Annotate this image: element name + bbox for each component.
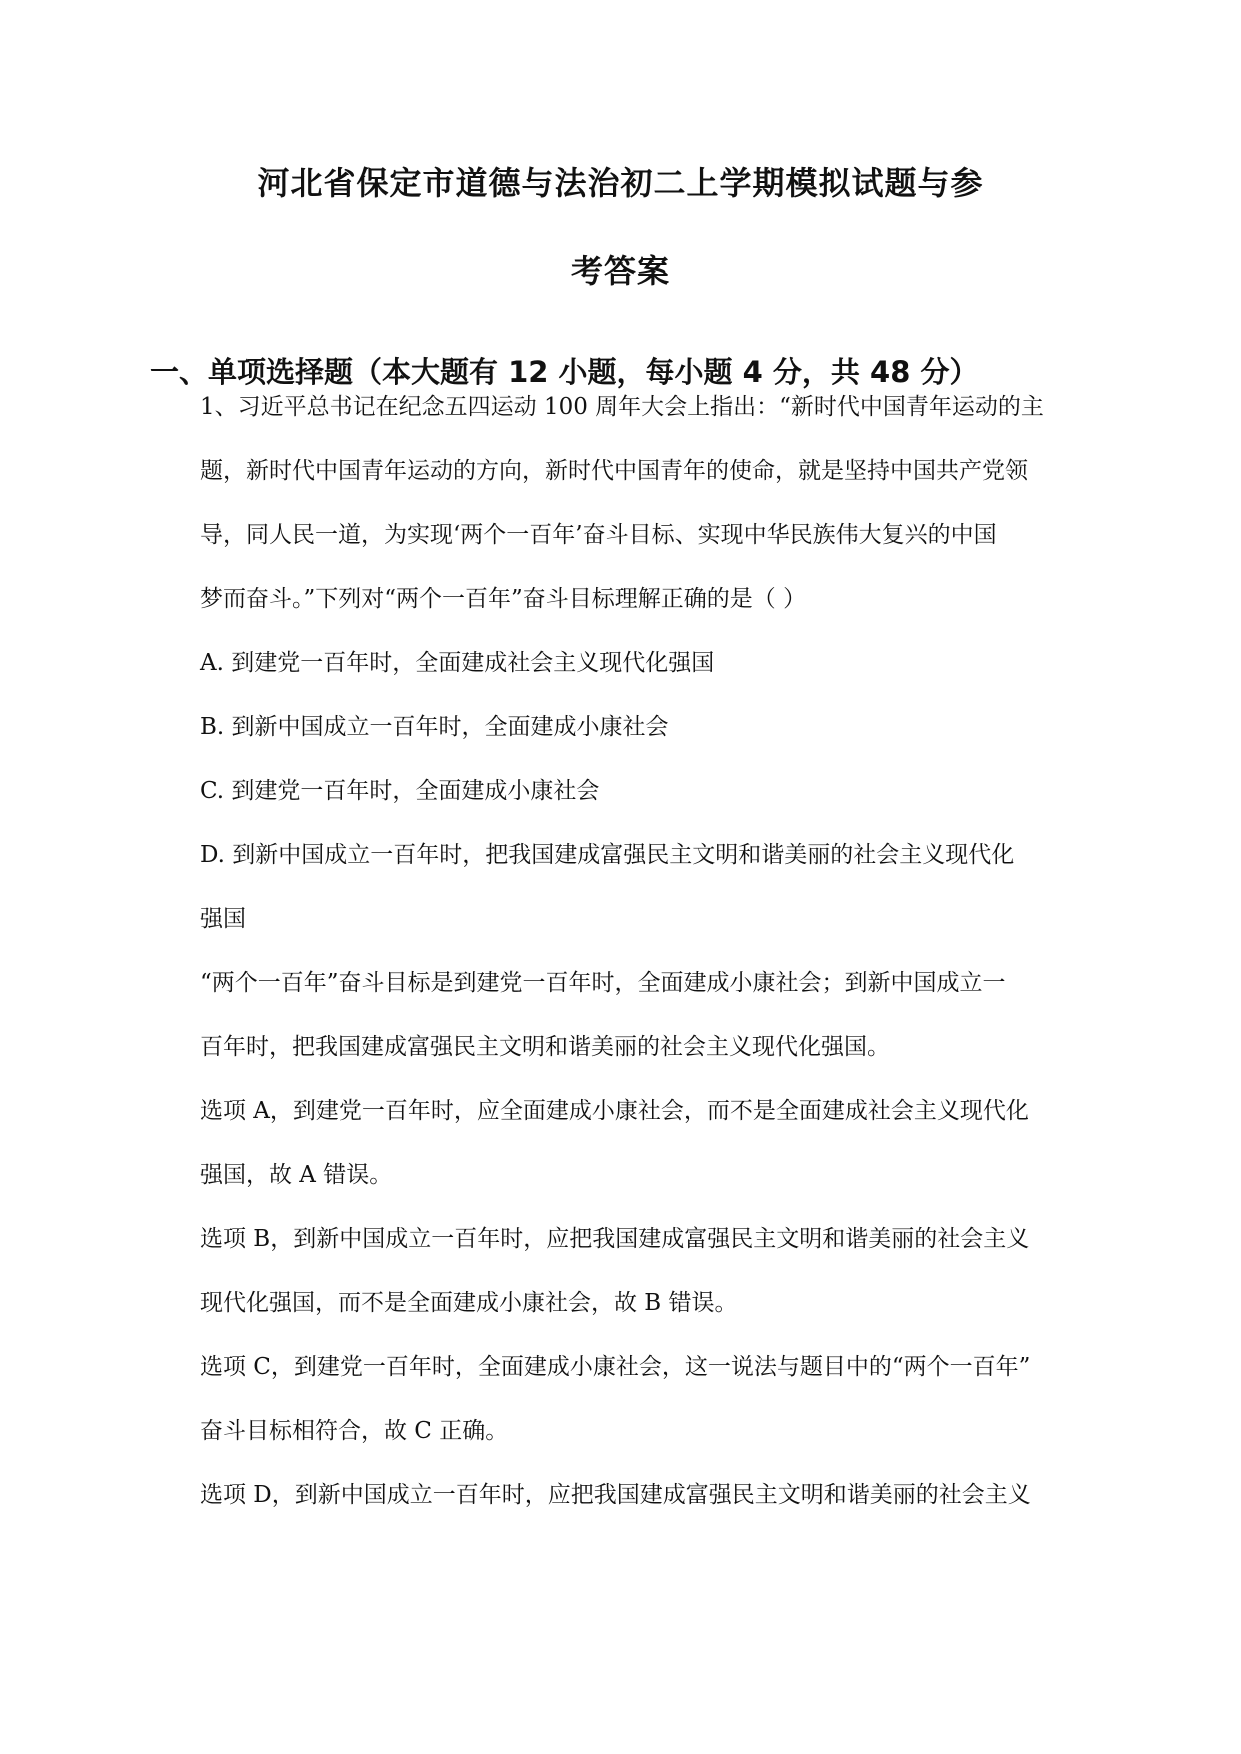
analysis-line: 选项 C，到建党一百年时，全面建成小康社会，这一说法与题目中的“两个一百年” [200,1354,1031,1380]
document-title-line-2: 考答案 [570,252,670,290]
analysis-line: 百年时，把我国建成富强民主文明和谐美丽的社会主义现代化强国。 [200,1034,890,1060]
option-a: A. 到建党一百年时，全面建成社会主义现代化强国 [200,650,715,676]
option-d: D. 到新中国成立一百年时，把我国建成富强民主文明和谐美丽的社会主义现代化 [200,842,1015,868]
document-title-line-1: 河北省保定市道德与法治初二上学期模拟试题与参 [257,164,984,202]
analysis-line: 选项 B，到新中国成立一百年时，应把我国建成富强民主文明和谐美丽的社会主义 [200,1226,1030,1252]
analysis [200,951,1100,1527]
section-heading: 一、单项选择题（本大题有 12 小题，每小题 4 分，共 48 分） [150,355,979,389]
analysis-line: “两个一百年”奋斗目标是到建党一百年时，全面建成小康社会；到新中国成立一 [200,970,1006,996]
question-1 [200,375,1100,951]
question-line: 题，新时代中国青年运动的方向，新时代中国青年的使命，就是坚持中国共产党领 [200,458,1028,484]
analysis-line: 选项 A，到建党一百年时，应全面建成小康社会，而不是全面建成社会主义现代化 [200,1098,1029,1124]
analysis-line: 强国，故 A 错误。 [200,1162,393,1188]
analysis-line: 选项 D，到新中国成立一百年时，应把我国建成富强民主文明和谐美丽的社会主义 [200,1482,1031,1508]
option-b: B. 到新中国成立一百年时，全面建成小康社会 [200,714,669,740]
question-line: 梦而奋斗。”下列对“两个一百年”奋斗目标理解正确的是（ ） [200,586,807,612]
option-d-continued: 强国 [200,906,246,932]
analysis-line: 现代化强国，而不是全面建成小康社会，故 B 错误。 [200,1290,738,1316]
question-line: 1、习近平总书记在纪念五四运动 100 周年大会上指出：“新时代中国青年运动的主 [200,394,1044,420]
analysis-line: 奋斗目标相符合，故 C 正确。 [200,1418,509,1444]
question-line: 导，同人民一道，为实现‘两个一百年’奋斗目标、实现中华民族伟大复兴的中国 [200,522,997,548]
option-c: C. 到建党一百年时，全面建成小康社会 [200,778,600,804]
